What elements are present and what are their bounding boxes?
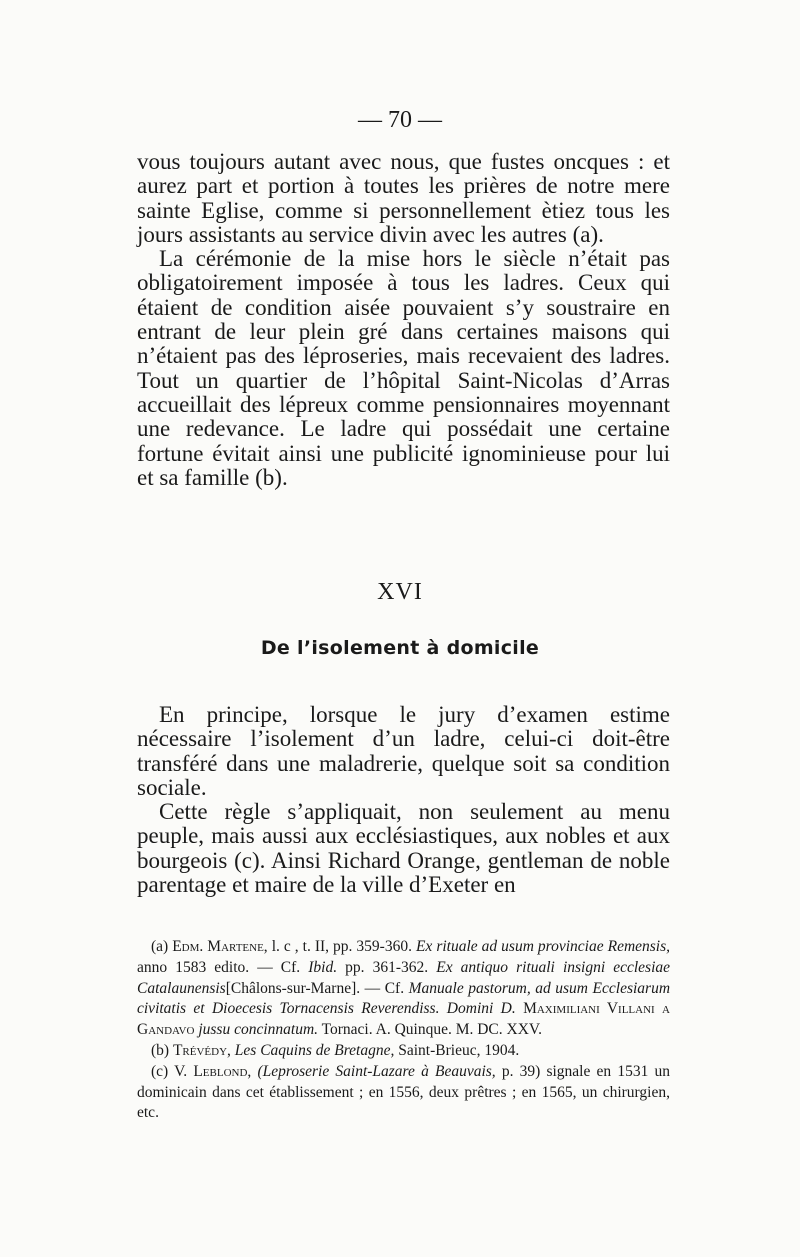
- footnote-a-ibid: Ibid.: [308, 958, 338, 976]
- paragraph-ceremony: La cérémonie de la mise hors le siècle n’était pas obligatoirement imposée à tous les ladres. Ceux qui étaient de condition aisée pouvaient s’y soustraire en entrant de leur plein gré dans certaines maisons qui n’étaient pas des léproseries, mais recevaient des ladres. Tout un quartier de l’hôpital Saint-Nicolas d’Arras accueillait des lépreux comme pensionnaires moyennant une redevance. Le ladre qui possédait une certaine fortune évitait ainsi une publicité ignominieuse pour lui et sa famille (b).: [137, 246, 670, 490]
- text-block-lower: [137, 703, 670, 897]
- footnote-b-mark: (b): [151, 1041, 170, 1059]
- footnotes: [137, 937, 670, 1124]
- footnote-a-ref1: l. c , t. II, pp. 359-360.: [271, 938, 412, 955]
- paragraph-rule: Cette règle s’appliquait, non seulement au menu peuple, mais aussi aux ecclésiastiques, aux nobles et aux bourgeois (c). Ainsi Richard Orange, gentleman de noble parentage et maire de la ville d’Exeter en: [137, 799, 670, 898]
- footnote-b-title: Les Caquins de Bretagne,: [234, 1041, 395, 1059]
- page-number: — 70 —: [358, 107, 442, 133]
- footnote-c: [137, 1062, 670, 1124]
- paragraph-principle: En principe, lorsque le jury d’examen estime nécessaire l’isolement d’un ladre, celui-ci doit-être transféré dans une maladrerie, quelque soit sa condition sociale.: [137, 702, 670, 800]
- footnote-a-author: Edm. Martene,: [172, 938, 268, 955]
- footnote-a-ref4: [Châlons-sur-Marne]. — Cf.: [225, 979, 405, 997]
- footnote-a-ref3: pp. 361-362.: [345, 958, 429, 976]
- footnote-a-title4: jussu concinnatum.: [198, 1021, 319, 1039]
- footnote-c-ref: p. 39) signale en 1531 un dominicain dans cet établissement ; en 1556, deux prêtres ; en 1565, un chirurgien, etc.: [137, 1062, 670, 1122]
- footnote-b-ref: Saint-Brieuc, 1904.: [398, 1041, 520, 1059]
- footnote-b: [137, 1041, 670, 1062]
- section-title: De l’isolement à domicile: [260, 637, 540, 659]
- footnote-a-ref2: anno 1583 edito. — Cf.: [137, 958, 301, 976]
- footnote-c-title: (Leproserie Saint-Lazare à Beauvais,: [257, 1062, 496, 1080]
- footnote-a-title1: Ex rituale ad usum provinciae Remensis,: [415, 938, 671, 955]
- footnote-a-mark: (a): [151, 938, 169, 955]
- footnote-c-pre: V.: [174, 1062, 188, 1080]
- footnote-c-author: Leblond,: [193, 1062, 252, 1080]
- paragraph-continued: vous toujours autant avec nous, que fustes oncques : et aurez part et portion à toutes les prières de notre mere sainte Eglise, comme si personnellement ètiez tous les jours assistants au service divin avec les autres (a).: [137, 149, 670, 247]
- footnote-a-title3: Manuale pastorum, ad usum Ecclesiarum civitatis et Dioecesis Tornacensis Reverendiss. Domini D.: [137, 979, 671, 1018]
- footnote-c-mark: (c): [151, 1062, 169, 1080]
- footnote-a: [137, 937, 670, 1041]
- footnote-a-names: Maximiliani Villani a Gandavo: [137, 1000, 670, 1039]
- text-block-upper: [137, 150, 670, 490]
- footnote-a-ref5: Tornaci. A. Quinque. M. DC. XXV.: [321, 1021, 542, 1039]
- section-numeral: XVI: [377, 579, 423, 605]
- footnote-b-author: Trévédy,: [172, 1041, 231, 1059]
- footnote-a-title2: Ex antiquo rituali insigni ecclesiae Catalaunensis: [137, 958, 671, 997]
